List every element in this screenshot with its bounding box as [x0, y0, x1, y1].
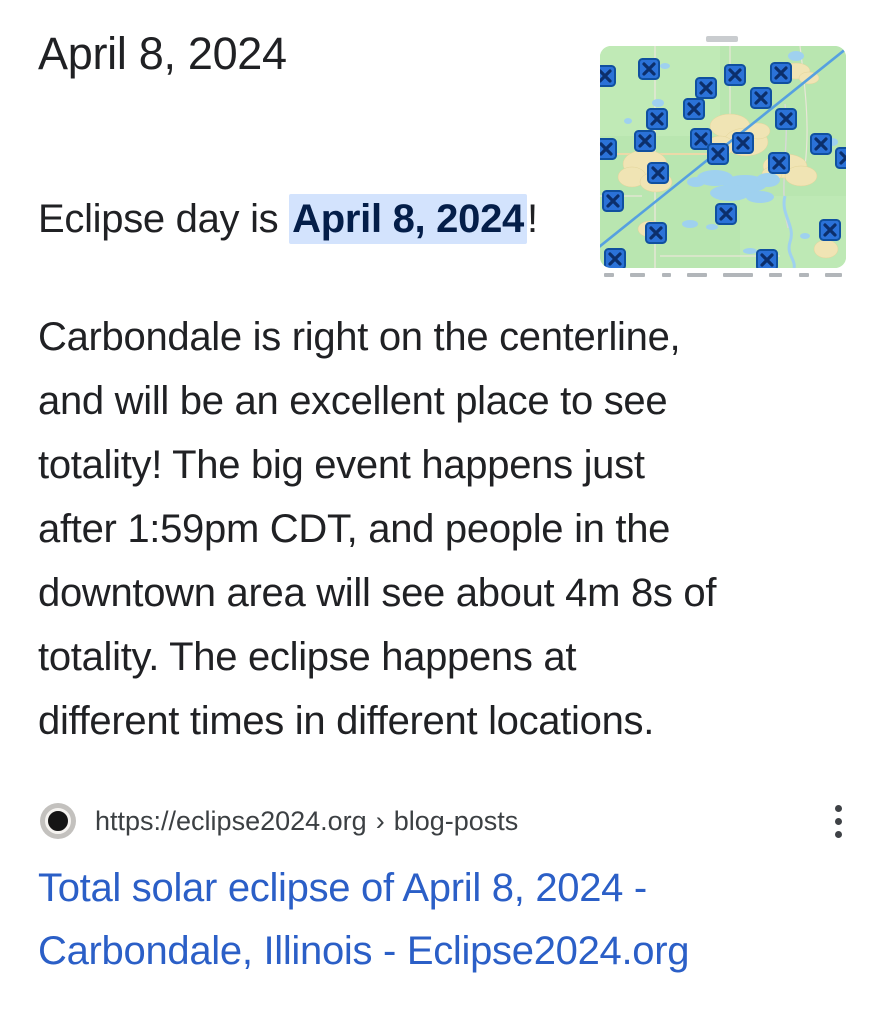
more-options-button[interactable] [831, 799, 846, 844]
snippet-text-column [38, 18, 600, 250]
result-title-link[interactable] [38, 857, 846, 983]
eclipse-map-image[interactable] [600, 46, 846, 268]
source-row [38, 797, 846, 845]
dot-icon [835, 818, 842, 825]
map-attribution [600, 273, 846, 277]
subtitle-highlight: April 8, 2024 [289, 194, 527, 244]
map-place-label [706, 36, 738, 42]
site-favicon-icon [45, 808, 71, 834]
map-svg [600, 46, 846, 268]
breadcrumb-url[interactable]: https://eclipse2024.org [95, 805, 367, 836]
body-line: Carbondale is right on the centerline, [38, 315, 681, 359]
body-line: totality. The eclipse happens at [38, 635, 577, 679]
body-line: totality! The big event happens just [38, 443, 645, 487]
map-thumbnail[interactable] [600, 46, 846, 277]
dot-icon [835, 831, 842, 838]
body-line: after 1:59pm CDT, and people in the [38, 507, 671, 551]
breadcrumb-path[interactable]: blog-posts [393, 805, 519, 836]
subtitle-prefix: Eclipse day is [38, 197, 290, 241]
snippet-body [38, 305, 846, 753]
body-line: different times in different locations. [38, 699, 655, 743]
page-title: April 8, 2024 [38, 28, 287, 79]
breadcrumb-separator-icon: › [375, 805, 385, 836]
subtitle-suffix: ! [526, 197, 538, 241]
result-title-line: Carbondale, Illinois - Eclipse2024.org [38, 929, 690, 973]
body-line: downtown area will see about 4m 8s of [38, 571, 717, 615]
result-title-line: Total solar eclipse of April 8, 2024 - [38, 866, 647, 910]
dot-icon [835, 805, 842, 812]
body-line: and will be an excellent place to see [38, 379, 668, 423]
snippet-subtitle [38, 188, 568, 250]
snippet-header-row [38, 18, 846, 277]
